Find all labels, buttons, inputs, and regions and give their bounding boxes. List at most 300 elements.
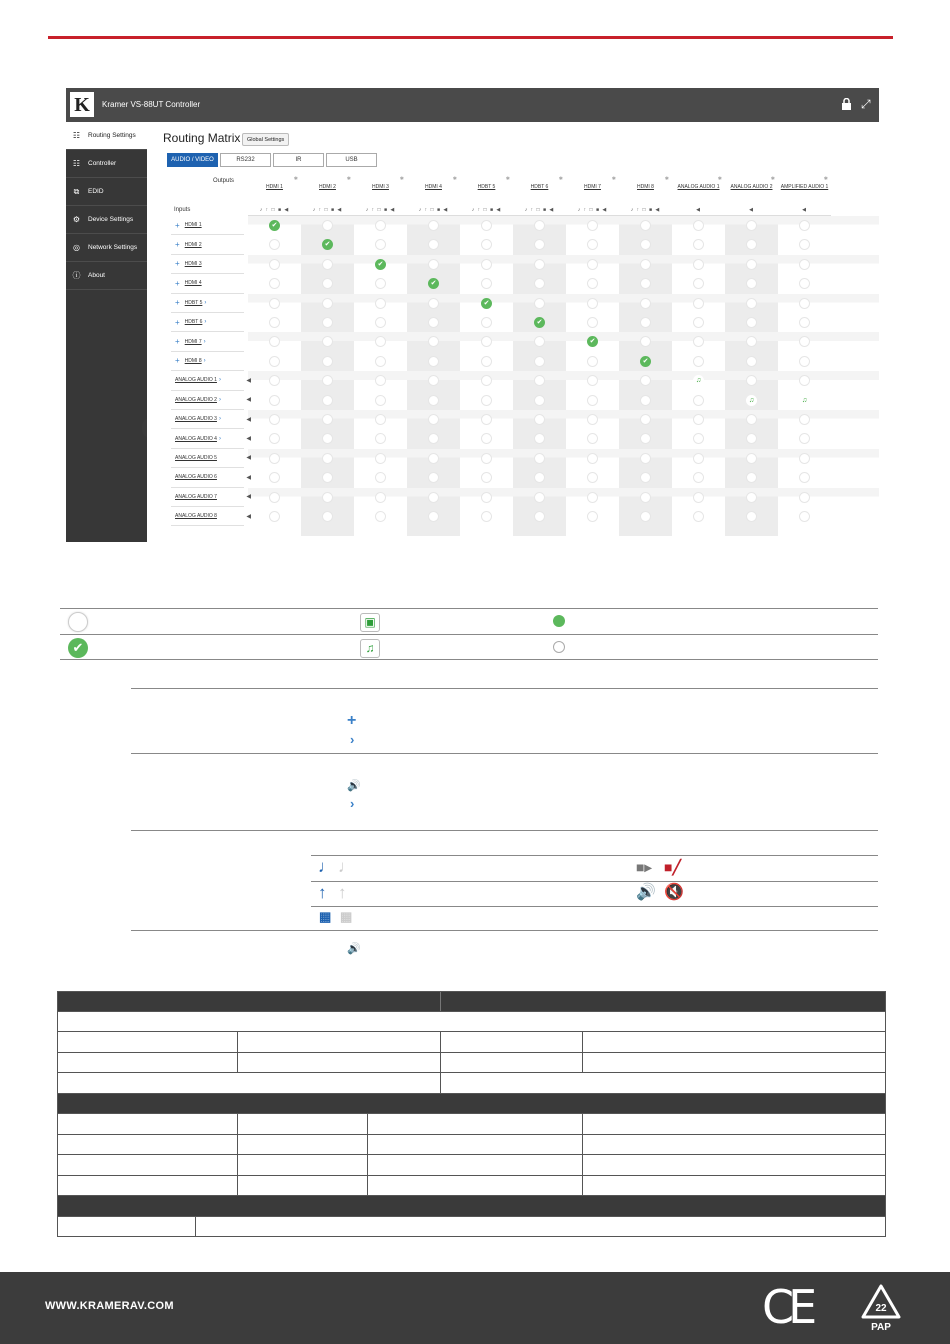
route-crosspoint[interactable]: ♫ [746,395,757,406]
speaker-icon[interactable]: ◀ [246,416,251,423]
route-crosspoint[interactable] [269,492,280,503]
route-crosspoint[interactable] [587,511,598,522]
input-name[interactable]: ANALOG AUDIO 8 [175,513,217,520]
input-label[interactable] [171,216,244,235]
route-crosspoint[interactable] [640,239,651,250]
route-crosspoint[interactable] [534,414,545,425]
output-name[interactable]: HDMI 8 [637,184,654,190]
lock-icon[interactable] [842,98,851,110]
input-name[interactable]: ANALOG AUDIO 2 [175,396,217,403]
route-crosspoint[interactable] [375,336,386,347]
route-crosspoint[interactable] [428,453,439,464]
route-crosspoint[interactable] [375,511,386,522]
global-settings-button[interactable]: Global Settings [242,133,289,146]
plus-icon[interactable]: + [175,317,180,327]
settings-icon[interactable]: ✱ [823,176,828,182]
chevron-right-icon[interactable]: › [218,435,221,442]
route-crosspoint[interactable] [428,356,439,367]
route-crosspoint[interactable] [693,317,704,328]
input-label[interactable] [171,507,251,526]
route-crosspoint[interactable] [693,472,704,483]
route-crosspoint[interactable] [375,317,386,328]
matrix-row [175,235,879,254]
route-crosspoint[interactable] [269,356,280,367]
route-crosspoint[interactable] [269,433,280,444]
route-crosspoint[interactable] [746,278,757,289]
route-crosspoint[interactable] [693,298,704,309]
route-crosspoint[interactable] [322,317,333,328]
output-name[interactable]: HDBT 6 [530,184,549,190]
route-crosspoint[interactable] [428,298,439,309]
output-header[interactable] [619,172,672,216]
route-crosspoint[interactable] [693,220,704,231]
route-crosspoint[interactable] [746,453,757,464]
input-name[interactable]: ANALOG AUDIO 7 [175,493,217,500]
route-crosspoint[interactable] [587,317,598,328]
route-crosspoint[interactable] [799,278,810,289]
route-crosspoint[interactable] [534,472,545,483]
route-crosspoint[interactable] [640,375,651,386]
route-crosspoint[interactable] [587,278,598,289]
output-header[interactable] [778,172,831,216]
route-crosspoint[interactable] [322,375,333,386]
route-crosspoint[interactable] [481,414,492,425]
route-crosspoint[interactable] [640,259,651,270]
route-crosspoint[interactable] [428,395,439,406]
route-crosspoint[interactable] [693,414,704,425]
input-label[interactable] [171,352,244,371]
input-label[interactable] [171,332,244,351]
route-crosspoint[interactable] [375,395,386,406]
settings-icon[interactable]: ✱ [558,176,563,182]
output-name[interactable]: HDMI 1 [266,184,283,190]
tab-usb[interactable]: USB [326,153,377,167]
route-crosspoint[interactable] [587,239,598,250]
route-crosspoint[interactable] [481,278,492,289]
speaker-icon[interactable]: ◀ [246,494,251,501]
speaker-icon[interactable]: ◀ [246,436,251,443]
route-crosspoint[interactable] [375,433,386,444]
input-name[interactable]: HDMI 8 [184,357,202,364]
route-crosspoint[interactable] [640,433,651,444]
route-crosspoint[interactable] [746,433,757,444]
chevron-right-icon[interactable]: › [218,396,221,403]
output-header[interactable] [354,172,407,216]
route-crosspoint[interactable] [587,433,598,444]
chevron-right-icon[interactable]: › [218,377,221,384]
speaker-icon[interactable]: ◀ [246,474,251,481]
route-crosspoint[interactable] [428,375,439,386]
expand-icon[interactable]: ⤢ [861,97,871,111]
route-crosspoint[interactable]: ✔ [481,298,492,309]
input-label[interactable] [171,274,244,293]
chevron-right-icon[interactable]: › [218,416,221,423]
route-crosspoint[interactable] [375,453,386,464]
route-crosspoint[interactable] [587,375,598,386]
info-icon: ⓘ [72,271,81,280]
route-crosspoint[interactable] [481,239,492,250]
route-crosspoint[interactable] [269,259,280,270]
route-crosspoint[interactable] [587,414,598,425]
route-crosspoint[interactable] [640,453,651,464]
route-crosspoint[interactable] [375,375,386,386]
route-crosspoint[interactable] [481,317,492,328]
output-status-icons[interactable]: ♪ ↑ □ ■ ◀ [259,207,290,213]
input-name[interactable]: ANALOG AUDIO 1 [175,377,217,384]
settings-icon[interactable]: ✱ [770,176,775,182]
output-name[interactable]: HDMI 2 [319,184,336,190]
route-crosspoint[interactable] [322,492,333,503]
route-crosspoint[interactable] [322,433,333,444]
route-crosspoint[interactable] [428,220,439,231]
route-crosspoint[interactable] [587,220,598,231]
output-status-icons[interactable]: ◀ [696,207,701,213]
sidebar-item-controller[interactable] [66,150,147,178]
plus-icon[interactable]: + [175,337,180,347]
route-crosspoint[interactable] [640,278,651,289]
route-crosspoint[interactable] [269,472,280,483]
input-label[interactable] [171,371,251,390]
route-crosspoint[interactable] [269,375,280,386]
input-name[interactable]: HDBT 6 [184,319,203,326]
route-crosspoint[interactable] [481,259,492,270]
route-crosspoint[interactable] [269,278,280,289]
output-status-icons[interactable]: ♪ ↑ □ ■ ◀ [365,207,396,213]
route-crosspoint[interactable]: ✔ [534,317,545,328]
route-crosspoint[interactable] [322,511,333,522]
route-crosspoint[interactable] [428,239,439,250]
route-crosspoint[interactable] [322,220,333,231]
output-name[interactable]: AMPLIFIED AUDIO 1 [780,184,829,190]
route-crosspoint[interactable] [534,453,545,464]
output-name[interactable]: ANALOG AUDIO 1 [677,184,720,190]
input-label[interactable] [171,429,251,448]
output-status-icons[interactable]: ◀ [802,207,807,213]
settings-icon[interactable]: ✱ [611,176,616,182]
sidebar-item-device-settings[interactable] [66,206,147,234]
route-crosspoint[interactable] [587,453,598,464]
route-crosspoint[interactable] [746,375,757,386]
signal-tabs [167,153,379,167]
route-crosspoint[interactable] [375,278,386,289]
route-crosspoint[interactable] [693,453,704,464]
route-crosspoint[interactable] [481,336,492,347]
plus-icon[interactable]: + [175,220,180,230]
route-crosspoint[interactable] [322,298,333,309]
route-crosspoint[interactable] [693,433,704,444]
output-name[interactable]: HDBT 5 [477,184,496,190]
route-crosspoint[interactable] [746,511,757,522]
chevron-right-icon[interactable]: › [203,338,206,345]
inactive-dot-icon [553,641,565,653]
input-name[interactable]: ANALOG AUDIO 6 [175,474,217,481]
route-crosspoint[interactable] [269,453,280,464]
input-name[interactable]: HDMI 3 [184,260,202,267]
input-label[interactable] [171,449,251,468]
route-crosspoint[interactable]: ✔ [375,259,386,270]
routing-icon: ☷ [72,131,81,140]
route-crosspoint[interactable] [746,472,757,483]
route-crosspoint[interactable] [534,220,545,231]
route-crosspoint[interactable] [428,472,439,483]
route-crosspoint[interactable] [269,511,280,522]
sidebar-item-routing-settings[interactable] [66,122,147,150]
output-header[interactable] [672,172,725,216]
output-status-icons[interactable]: ◀ [749,207,754,213]
route-crosspoint[interactable] [746,220,757,231]
route-crosspoint[interactable] [693,278,704,289]
route-crosspoint[interactable] [481,492,492,503]
route-crosspoint[interactable] [481,220,492,231]
output-header[interactable] [301,172,354,216]
route-crosspoint[interactable] [269,239,280,250]
output-header[interactable] [407,172,460,216]
plus-icon[interactable]: + [175,298,180,308]
input-label[interactable] [171,488,251,507]
route-crosspoint[interactable] [428,259,439,270]
input-label[interactable] [171,313,244,332]
route-crosspoint[interactable] [481,375,492,386]
input-label[interactable] [171,468,251,487]
route-crosspoint[interactable] [746,259,757,270]
route-crosspoint[interactable] [428,433,439,444]
route-crosspoint[interactable] [640,472,651,483]
output-status-icons[interactable]: ♪ ↑ □ ■ ◀ [312,207,343,213]
route-crosspoint[interactable] [640,492,651,503]
settings-icon[interactable]: ✱ [664,176,669,182]
settings-icon[interactable]: ✱ [399,176,404,182]
route-crosspoint[interactable] [746,298,757,309]
input-name[interactable]: HDMI 7 [184,338,202,345]
output-name[interactable]: HDMI 7 [584,184,601,190]
route-crosspoint[interactable] [322,356,333,367]
input-name[interactable]: HDMI 1 [184,222,202,229]
divider [131,930,878,931]
route-crosspoint[interactable] [640,511,651,522]
route-crosspoint[interactable]: ✔ [269,220,280,231]
plus-icon[interactable]: + [175,259,180,269]
output-status-icons[interactable]: ♪ ↑ □ ■ ◀ [418,207,449,213]
route-crosspoint[interactable] [587,395,598,406]
route-crosspoint[interactable]: ✔ [587,336,598,347]
route-crosspoint[interactable] [481,433,492,444]
route-crosspoint[interactable] [587,472,598,483]
route-crosspoint[interactable] [587,259,598,270]
route-crosspoint[interactable]: ♫ [693,375,704,386]
website-link[interactable]: WWW.KRAMERAV.COM [45,1300,174,1312]
route-crosspoint[interactable] [799,453,810,464]
chevron-right-icon[interactable]: › [204,319,207,326]
route-crosspoint[interactable] [746,336,757,347]
route-crosspoint[interactable] [640,336,651,347]
speaker-icon: 🔊 [347,943,361,955]
route-crosspoint[interactable] [269,317,280,328]
route-crosspoint[interactable] [322,395,333,406]
route-crosspoint[interactable] [534,298,545,309]
route-crosspoint[interactable] [693,511,704,522]
output-name[interactable]: HDMI 3 [372,184,389,190]
route-crosspoint[interactable] [534,356,545,367]
sidebar-item-about[interactable] [66,262,147,290]
route-crosspoint[interactable]: ✔ [640,356,651,367]
route-crosspoint[interactable] [693,356,704,367]
settings-icon[interactable]: ✱ [346,176,351,182]
route-crosspoint[interactable] [799,239,810,250]
route-crosspoint[interactable] [269,414,280,425]
route-crosspoint[interactable] [375,414,386,425]
route-crosspoint[interactable] [693,336,704,347]
route-crosspoint[interactable] [693,395,704,406]
route-crosspoint[interactable] [799,356,810,367]
input-label[interactable] [171,294,244,313]
route-crosspoint[interactable]: ✔ [428,278,439,289]
speaker-icon[interactable]: ◀ [246,513,251,520]
route-crosspoint[interactable] [534,375,545,386]
output-status-icons[interactable]: ♪ ↑ □ ■ ◀ [471,207,502,213]
route-crosspoint[interactable] [746,492,757,503]
speaker-icon[interactable]: ◀ [246,397,251,404]
route-crosspoint[interactable] [375,239,386,250]
route-crosspoint[interactable] [746,317,757,328]
plus-icon[interactable]: + [175,278,180,288]
route-crosspoint[interactable] [534,395,545,406]
route-crosspoint[interactable] [322,414,333,425]
route-crosspoint[interactable] [269,336,280,347]
route-crosspoint[interactable] [534,433,545,444]
route-crosspoint[interactable] [534,278,545,289]
follow-off-icon: ↑ [338,883,347,902]
input-name[interactable]: HDBT 5 [184,299,203,306]
route-crosspoint[interactable] [428,492,439,503]
input-name[interactable]: HDMI 2 [184,241,202,248]
output-header[interactable] [513,172,566,216]
route-crosspoint[interactable] [481,395,492,406]
route-crosspoint[interactable] [640,414,651,425]
route-crosspoint[interactable] [375,220,386,231]
route-crosspoint[interactable] [269,395,280,406]
tab-audio-video[interactable]: AUDIO / VIDEO [167,153,218,167]
input-name[interactable]: ANALOG AUDIO 3 [175,416,217,423]
route-crosspoint[interactable] [375,472,386,483]
route-crosspoint[interactable] [375,298,386,309]
input-name[interactable]: ANALOG AUDIO 4 [175,435,217,442]
route-crosspoint[interactable] [428,317,439,328]
route-crosspoint[interactable] [799,220,810,231]
route-crosspoint[interactable] [322,336,333,347]
settings-icon[interactable]: ✱ [452,176,457,182]
speaker-icon[interactable]: ◀ [246,377,251,384]
route-crosspoint[interactable] [534,259,545,270]
input-label[interactable] [171,391,251,410]
tab-ir[interactable]: IR [273,153,324,167]
route-crosspoint[interactable] [799,259,810,270]
route-crosspoint[interactable] [799,492,810,503]
sidebar-item-network-settings[interactable] [66,234,147,262]
route-crosspoint[interactable] [799,472,810,483]
plus-icon[interactable]: + [175,240,180,250]
route-crosspoint[interactable] [640,317,651,328]
route-crosspoint[interactable] [746,414,757,425]
route-crosspoint[interactable] [640,395,651,406]
route-crosspoint[interactable] [428,511,439,522]
route-crosspoint[interactable] [746,239,757,250]
route-crosspoint[interactable] [693,492,704,503]
chevron-right-icon[interactable]: › [203,357,206,364]
output-header[interactable] [248,172,301,216]
route-crosspoint[interactable] [481,453,492,464]
route-crosspoint[interactable] [799,433,810,444]
output-header[interactable] [460,172,513,216]
route-crosspoint[interactable] [799,511,810,522]
output-name[interactable]: ANALOG AUDIO 2 [730,184,773,190]
route-crosspoint[interactable]: ✔ [322,239,333,250]
route-crosspoint[interactable] [587,356,598,367]
route-crosspoint[interactable] [322,278,333,289]
footer [0,1272,950,1344]
route-crosspoint[interactable] [746,356,757,367]
route-crosspoint[interactable] [428,336,439,347]
route-crosspoint[interactable] [534,239,545,250]
route-crosspoint[interactable] [587,298,598,309]
route-crosspoint[interactable] [481,356,492,367]
speaker-icon[interactable]: ◀ [246,455,251,462]
route-crosspoint[interactable] [799,336,810,347]
input-label[interactable] [171,255,244,274]
plus-icon[interactable]: + [175,356,180,366]
route-crosspoint[interactable] [322,259,333,270]
chevron-right-icon[interactable]: › [204,299,207,306]
output-name[interactable]: HDMI 4 [425,184,442,190]
route-crosspoint[interactable] [799,414,810,425]
settings-icon[interactable]: ✱ [717,176,722,182]
route-crosspoint[interactable] [534,336,545,347]
output-status-icons[interactable]: ♪ ↑ □ ■ ◀ [524,207,555,213]
route-crosspoint[interactable] [375,492,386,503]
route-crosspoint[interactable] [428,414,439,425]
input-name[interactable]: ANALOG AUDIO 5 [175,454,217,461]
route-crosspoint[interactable]: ♫ [799,395,810,406]
route-crosspoint[interactable] [481,511,492,522]
tab-rs232[interactable]: RS232 [220,153,271,167]
main-panel [147,122,879,542]
input-label[interactable] [171,235,244,254]
input-name[interactable]: HDMI 4 [184,280,202,287]
route-crosspoint[interactable] [481,472,492,483]
route-crosspoint[interactable] [640,220,651,231]
route-crosspoint[interactable] [799,375,810,386]
input-label[interactable] [171,410,251,429]
output-status-icons[interactable]: ♪ ↑ □ ■ ◀ [630,207,661,213]
output-status-icons[interactable]: ♪ ↑ □ ■ ◀ [577,207,608,213]
route-crosspoint[interactable] [322,472,333,483]
route-crosspoint[interactable] [375,356,386,367]
output-header[interactable] [566,172,619,216]
output-header[interactable] [725,172,778,216]
route-crosspoint[interactable] [693,259,704,270]
route-crosspoint[interactable] [799,298,810,309]
route-crosspoint[interactable] [269,298,280,309]
route-crosspoint[interactable] [587,492,598,503]
settings-icon[interactable]: ✱ [293,176,298,182]
route-crosspoint[interactable] [322,453,333,464]
route-crosspoint[interactable] [534,492,545,503]
route-crosspoint[interactable] [534,511,545,522]
route-crosspoint[interactable] [693,239,704,250]
settings-icon[interactable]: ✱ [505,176,510,182]
sidebar-item-edid[interactable] [66,178,147,206]
route-crosspoint[interactable] [799,317,810,328]
route-crosspoint[interactable] [640,298,651,309]
